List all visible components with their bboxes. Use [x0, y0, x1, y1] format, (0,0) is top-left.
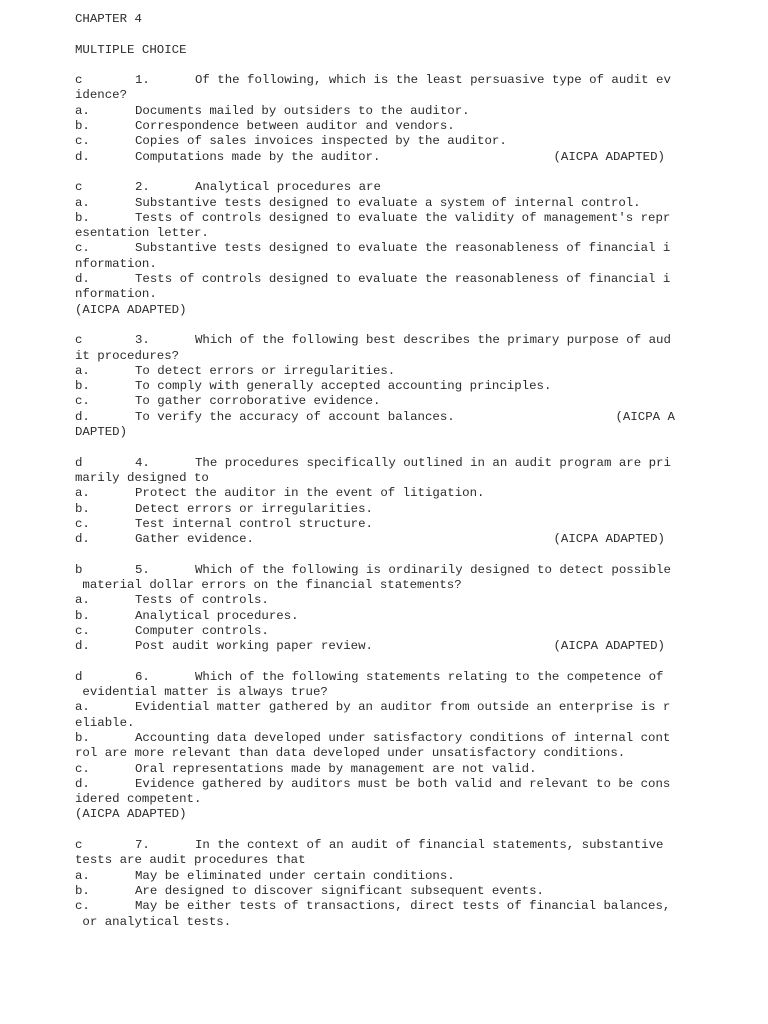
question-3: [75, 333, 675, 440]
answer-key: d: [75, 455, 83, 470]
question-7: [75, 838, 675, 930]
option-letter: b.: [75, 210, 90, 225]
option-letter: c.: [75, 394, 90, 409]
source-note: (AICPA ADAPTED): [553, 639, 665, 654]
option-letter: b.: [75, 379, 90, 394]
question-number: 6.: [135, 669, 150, 684]
option-text-cont: rol are more relevant than data developed under unsatisfactory conditions.: [75, 746, 626, 761]
option-letter: c.: [75, 899, 90, 914]
option-letter: c.: [75, 516, 90, 531]
question-stem: Analytical procedures are: [195, 180, 381, 195]
question-stem-cont: marily designed to: [75, 470, 209, 485]
option-text: Tests of controls.: [135, 593, 269, 608]
option-letter: b.: [75, 501, 90, 516]
option-text: Oral representations made by management are not valid.: [135, 761, 537, 776]
source-note: (AICPA ADAPTED): [553, 149, 665, 164]
question-6: [75, 670, 675, 823]
question-number: 3.: [135, 333, 150, 348]
option-letter: c.: [75, 241, 90, 256]
option-text-cont: nformation.: [75, 287, 157, 302]
answer-key: c: [75, 838, 83, 853]
chapter-heading: CHAPTER 4: [75, 12, 142, 26]
question-number: 1.: [135, 73, 150, 88]
option-letter: b.: [75, 730, 90, 745]
question-stem-cont: evidential matter is always true?: [75, 685, 328, 700]
option-text: Test internal control structure.: [135, 516, 373, 531]
question-stem: Which of the following is ordinarily designed to detect possible: [195, 562, 671, 577]
option-letter: c.: [75, 761, 90, 776]
option-letter: c.: [75, 134, 90, 149]
question-5: [75, 563, 675, 655]
question-number: 4.: [135, 455, 150, 470]
question-4: [75, 456, 675, 548]
question-stem: In the context of an audit of financial statements, substantive: [195, 838, 664, 853]
question-number: 5.: [135, 562, 150, 577]
option-text: Computer controls.: [135, 623, 269, 638]
option-letter: c.: [75, 623, 90, 638]
option-text: Evidence gathered by auditors must be both valid and relevant to be cons: [135, 776, 671, 791]
option-text: Gather evidence.: [135, 532, 254, 547]
source-note: (AICPA ADAPTED): [75, 807, 187, 822]
option-text: Analytical procedures.: [135, 608, 299, 623]
option-letter: d.: [75, 272, 90, 287]
option-text: Tests of controls designed to evaluate the validity of management's repr: [135, 210, 671, 225]
option-text-cont: or analytical tests.: [75, 914, 232, 929]
source-note: (AICPA ADAPTED): [553, 532, 665, 547]
option-letter: b.: [75, 608, 90, 623]
document-content: [75, 12, 675, 930]
option-text: To verify the accuracy of account balances.: [135, 409, 455, 424]
option-text: Documents mailed by outsiders to the auditor.: [135, 103, 470, 118]
question-stem-cont: idence?: [75, 88, 128, 103]
option-text: To detect errors or irregularities.: [135, 363, 396, 378]
answer-key: c: [75, 73, 83, 88]
option-letter: d.: [75, 149, 90, 164]
option-text: Computations made by the auditor.: [135, 149, 381, 164]
question-stem-cont: it procedures?: [75, 348, 180, 363]
question-stem: Which of the following statements relating to the competence of: [195, 669, 664, 684]
option-text-cont: esentation letter.: [75, 226, 209, 241]
answer-key: d: [75, 669, 83, 684]
option-text: Evidential matter gathered by an auditor from outside an enterprise is r: [135, 700, 671, 715]
section-heading: MULTIPLE CHOICE: [75, 42, 187, 57]
option-letter: a.: [75, 700, 90, 715]
option-text: May be either tests of transactions, direct tests of financial balances,: [135, 899, 671, 914]
option-text-cont: idered competent.: [75, 792, 202, 807]
option-letter: a.: [75, 195, 90, 210]
option-text: Protect the auditor in the event of litigation.: [135, 486, 485, 501]
question-stem: Of the following, which is the least persuasive type of audit ev: [195, 73, 671, 88]
answer-key: b: [75, 562, 83, 577]
option-text: Accounting data developed under satisfactory conditions of internal cont: [135, 730, 671, 745]
option-letter: d.: [75, 532, 90, 547]
option-letter: b.: [75, 119, 90, 134]
option-letter: b.: [75, 883, 90, 898]
option-text: Substantive tests designed to evaluate a system of internal control.: [135, 195, 641, 210]
option-text: May be eliminated under certain conditions.: [135, 868, 455, 883]
option-text: Are designed to discover significant subsequent events.: [135, 883, 544, 898]
option-text: To comply with generally accepted accounting principles.: [135, 379, 552, 394]
option-text-cont: eliable.: [75, 715, 135, 730]
question-number: 2.: [135, 180, 150, 195]
option-text: Tests of controls designed to evaluate the reasonableness of financial i: [135, 272, 671, 287]
option-letter: d.: [75, 409, 90, 424]
answer-key: c: [75, 180, 83, 195]
option-text: To gather corroborative evidence.: [135, 394, 381, 409]
question-stem-cont: tests are audit procedures that: [75, 853, 306, 868]
option-letter: a.: [75, 103, 90, 118]
question-stem: Which of the following best describes the primary purpose of aud: [195, 333, 671, 348]
question-2: [75, 180, 675, 318]
option-text: Post audit working paper review.: [135, 639, 373, 654]
question-1: [75, 73, 675, 165]
source-note: (AICPA A: [615, 409, 675, 424]
option-letter: d.: [75, 776, 90, 791]
option-letter: a.: [75, 363, 90, 378]
option-text-cont: nformation.: [75, 256, 157, 271]
option-text: Detect errors or irregularities.: [135, 501, 373, 516]
option-text: Correspondence between auditor and vendors.: [135, 119, 455, 134]
question-stem: The procedures specifically outlined in an audit program are pri: [195, 455, 671, 470]
question-stem-cont: material dollar errors on the financial statements?: [75, 577, 462, 592]
answer-key: c: [75, 333, 83, 348]
option-letter: a.: [75, 486, 90, 501]
option-text: Substantive tests designed to evaluate the reasonableness of financial i: [135, 241, 671, 256]
source-note: (AICPA ADAPTED): [75, 302, 187, 317]
question-number: 7.: [135, 838, 150, 853]
option-letter: d.: [75, 639, 90, 654]
option-letter: a.: [75, 868, 90, 883]
option-text: Copies of sales invoices inspected by the auditor.: [135, 134, 507, 149]
option-letter: a.: [75, 593, 90, 608]
source-note-cont: DAPTED): [75, 425, 128, 440]
